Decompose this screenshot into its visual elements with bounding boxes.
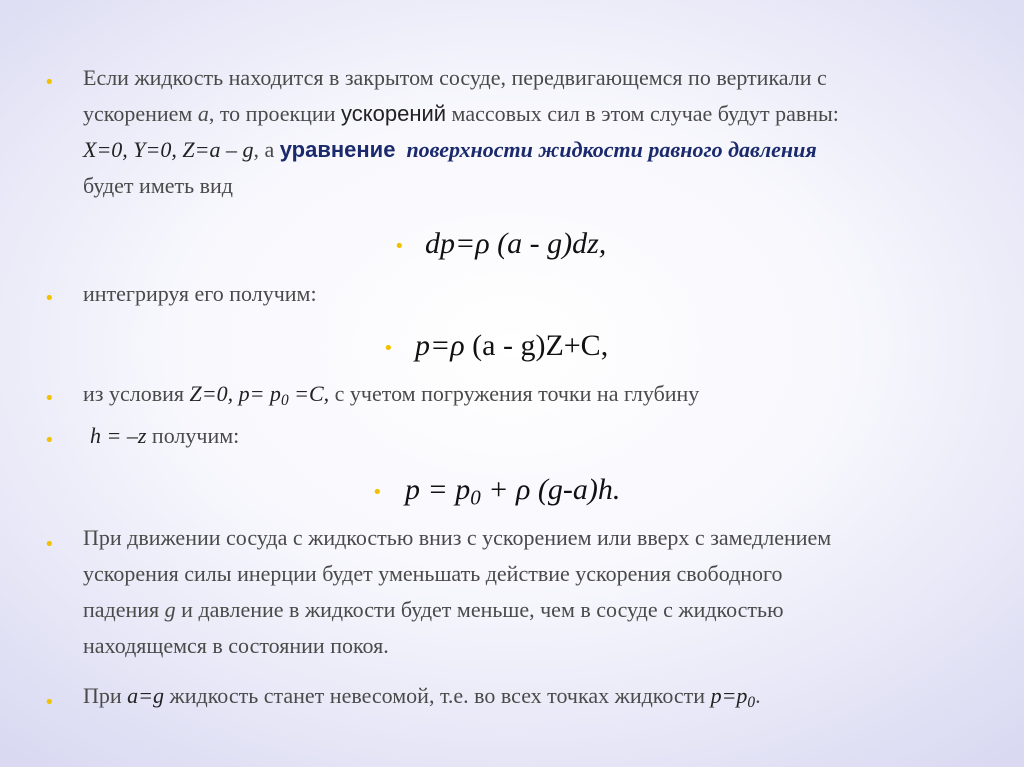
paragraph-2 bbox=[83, 276, 317, 312]
text: ускорением bbox=[83, 101, 198, 126]
text: падения bbox=[83, 597, 165, 622]
paragraph-5-line-4: находящемся в состоянии покоя. bbox=[83, 633, 389, 658]
emphasized-term: уравнение bbox=[279, 137, 396, 162]
bullet-marker: • bbox=[44, 288, 55, 309]
text: , то проекции bbox=[208, 101, 341, 126]
text: и давление в жидкости будет меньше, чем в сосуде с жидкостью bbox=[175, 597, 784, 622]
var-h: h bbox=[90, 423, 101, 448]
paragraph-1-line-1: Если жидкость находится в закрытом сосуде, передвигающемся по вертикали с bbox=[83, 65, 827, 90]
bullet-marker: • bbox=[44, 388, 55, 409]
equation-1 bbox=[425, 224, 606, 264]
eq-part: (g-a)h. bbox=[530, 473, 621, 506]
formula: = –z bbox=[101, 423, 147, 448]
paragraph-5-line-2: ускорения силы инерции будет уменьшать действие ускорения свободного bbox=[83, 561, 783, 586]
bullet-marker: • bbox=[44, 534, 55, 555]
eq-part: dp= bbox=[425, 227, 476, 260]
paragraph-5-line-1: При движении сосуда с жидкостью вниз с ускорением или вверх с замедлением bbox=[83, 525, 832, 550]
bullet-marker: • bbox=[44, 72, 55, 93]
text: интегрируя его получим: bbox=[83, 281, 317, 306]
bullet-marker: • bbox=[394, 236, 405, 257]
var-a: а bbox=[197, 101, 209, 126]
paragraph-1-line-3 bbox=[83, 132, 1003, 168]
text: массовых сил в этом случае будут равны: bbox=[446, 101, 839, 126]
text: получим: bbox=[146, 423, 240, 448]
subscript: 0 bbox=[280, 391, 289, 409]
text: При bbox=[83, 683, 128, 708]
text: , а bbox=[253, 137, 280, 162]
formula: p=p bbox=[710, 683, 748, 708]
bullet-marker: • bbox=[44, 430, 55, 451]
bullet-marker: • bbox=[372, 482, 383, 503]
text: из условия bbox=[83, 381, 190, 406]
text: жидкость станет невесомой, т.е. во всех точках жидкости bbox=[164, 683, 711, 708]
rho-symbol: ρ bbox=[475, 227, 490, 260]
paragraph-1-line-4: будет иметь вид bbox=[83, 173, 234, 198]
paragraph-5 bbox=[83, 520, 1003, 664]
paragraph-1 bbox=[83, 60, 1003, 204]
paragraph-4 bbox=[90, 418, 239, 454]
subscript: 0 bbox=[747, 693, 756, 711]
emphasized-term: поверхности жидкости равного давления bbox=[406, 137, 817, 162]
bullet-marker: • bbox=[44, 692, 55, 713]
formula: а=g bbox=[127, 683, 165, 708]
subscript: 0 bbox=[470, 485, 481, 510]
paragraph-3 bbox=[83, 376, 699, 412]
equation-2 bbox=[415, 326, 608, 366]
text: . bbox=[755, 683, 761, 708]
paragraph-1-line-2 bbox=[83, 96, 1003, 132]
equation-3 bbox=[405, 470, 620, 510]
eq-part: (a - g)dz, bbox=[489, 227, 607, 260]
var-g: g bbox=[164, 597, 176, 622]
paragraph-6 bbox=[83, 678, 761, 714]
emphasized-word: ускорений bbox=[340, 101, 447, 126]
bullet-marker: • bbox=[383, 338, 394, 359]
eq-part: p= bbox=[415, 329, 451, 362]
eq-part: + bbox=[480, 473, 516, 506]
rho-symbol: ρ bbox=[450, 329, 465, 362]
eq-part: (a - g)Z+C, bbox=[464, 329, 609, 362]
paragraph-5-line-3 bbox=[83, 592, 1003, 628]
projection-formula: X=0, Y=0, Z=а – g bbox=[83, 137, 254, 162]
text: с учетом погружения точки на глубину bbox=[334, 381, 700, 406]
condition-formula: Z=0, p= p bbox=[189, 381, 281, 406]
rho-symbol: ρ bbox=[516, 473, 531, 506]
condition-formula: =C, bbox=[288, 381, 335, 406]
eq-part: p = p bbox=[405, 473, 471, 506]
